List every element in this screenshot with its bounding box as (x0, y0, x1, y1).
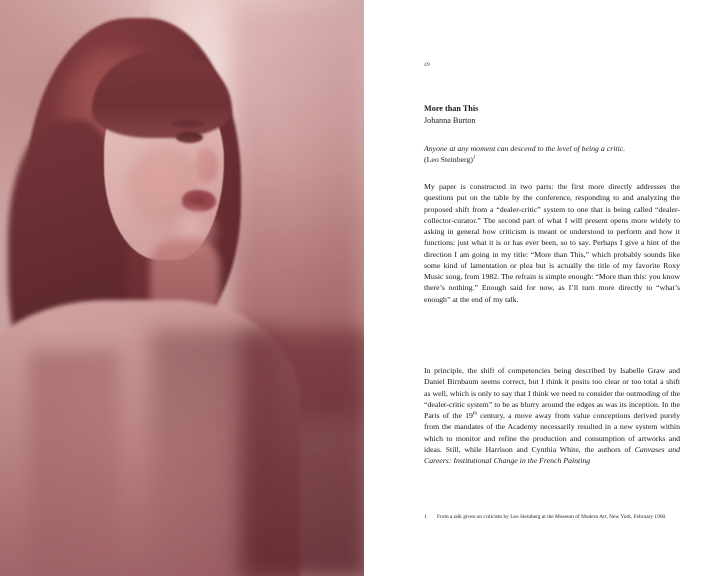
epigraph-note-marker: 1 (473, 155, 476, 161)
body-paragraph-1: My paper is constructed in two parts: the first more directly addresses the questions put on the table by the conference, responding to and analyzing the proposed shift from a “dealer-critic” system to one that is being called “dealer-collector-curator.” The second part of what I will present opens more widely to asking in general how criticism is meant or understood to perform and how it functions: just what it is or has ever been, so to say. Perhaps I give a hint of the direction I am going in my title: “More than This,” which probably sounds like some kind of lamentation or plea but is actually the title of my favorite Roxy Music song, from 1982. The refrain is simple enough: “More than this: you know there’s nothing.” Enough said for now, as I’ll turn more directly to “what’s enough” at the end of my talk. (424, 182, 680, 304)
body-paragraph-2: In principle, the shift of competencies being described by Isabelle Graw and Daniel Birnbaum seems correct, but I think it posits too clear or too total a shift as well, which is only to say that I think we need to consider the outmoding of the “dealer-critic system” to be as blurry around the edges as was its inception. In the Paris of the 19th century, a move away from value conceptions derived purely from the mandates of the Academy necessarily resulted in a new system within which to monitor and refine the production and consumption of artworks and ideas. Still, while Harrison and Cynthia White, the authors of Canvases and Careers: Institutional Change in the French Painting (424, 366, 681, 465)
article-title: More than This (424, 104, 479, 113)
footnote-text: From a talk given on criticism by Leo Steinberg at the Museum of Modern Art, New York, February 1960. (437, 514, 667, 520)
footnote-number: 1 (424, 514, 427, 520)
epigraph (424, 143, 680, 165)
article-author: Johanna Burton (424, 116, 476, 125)
footnote (424, 513, 680, 521)
text-column (424, 0, 680, 576)
epigraph-attribution: (Leo Steinberg) (424, 155, 474, 165)
epigraph-quote: Anyone at any moment can descend to the level of being a critic. (424, 144, 626, 153)
page-number: 49 (424, 62, 430, 68)
article-heading (424, 103, 680, 127)
right-page (364, 0, 728, 576)
